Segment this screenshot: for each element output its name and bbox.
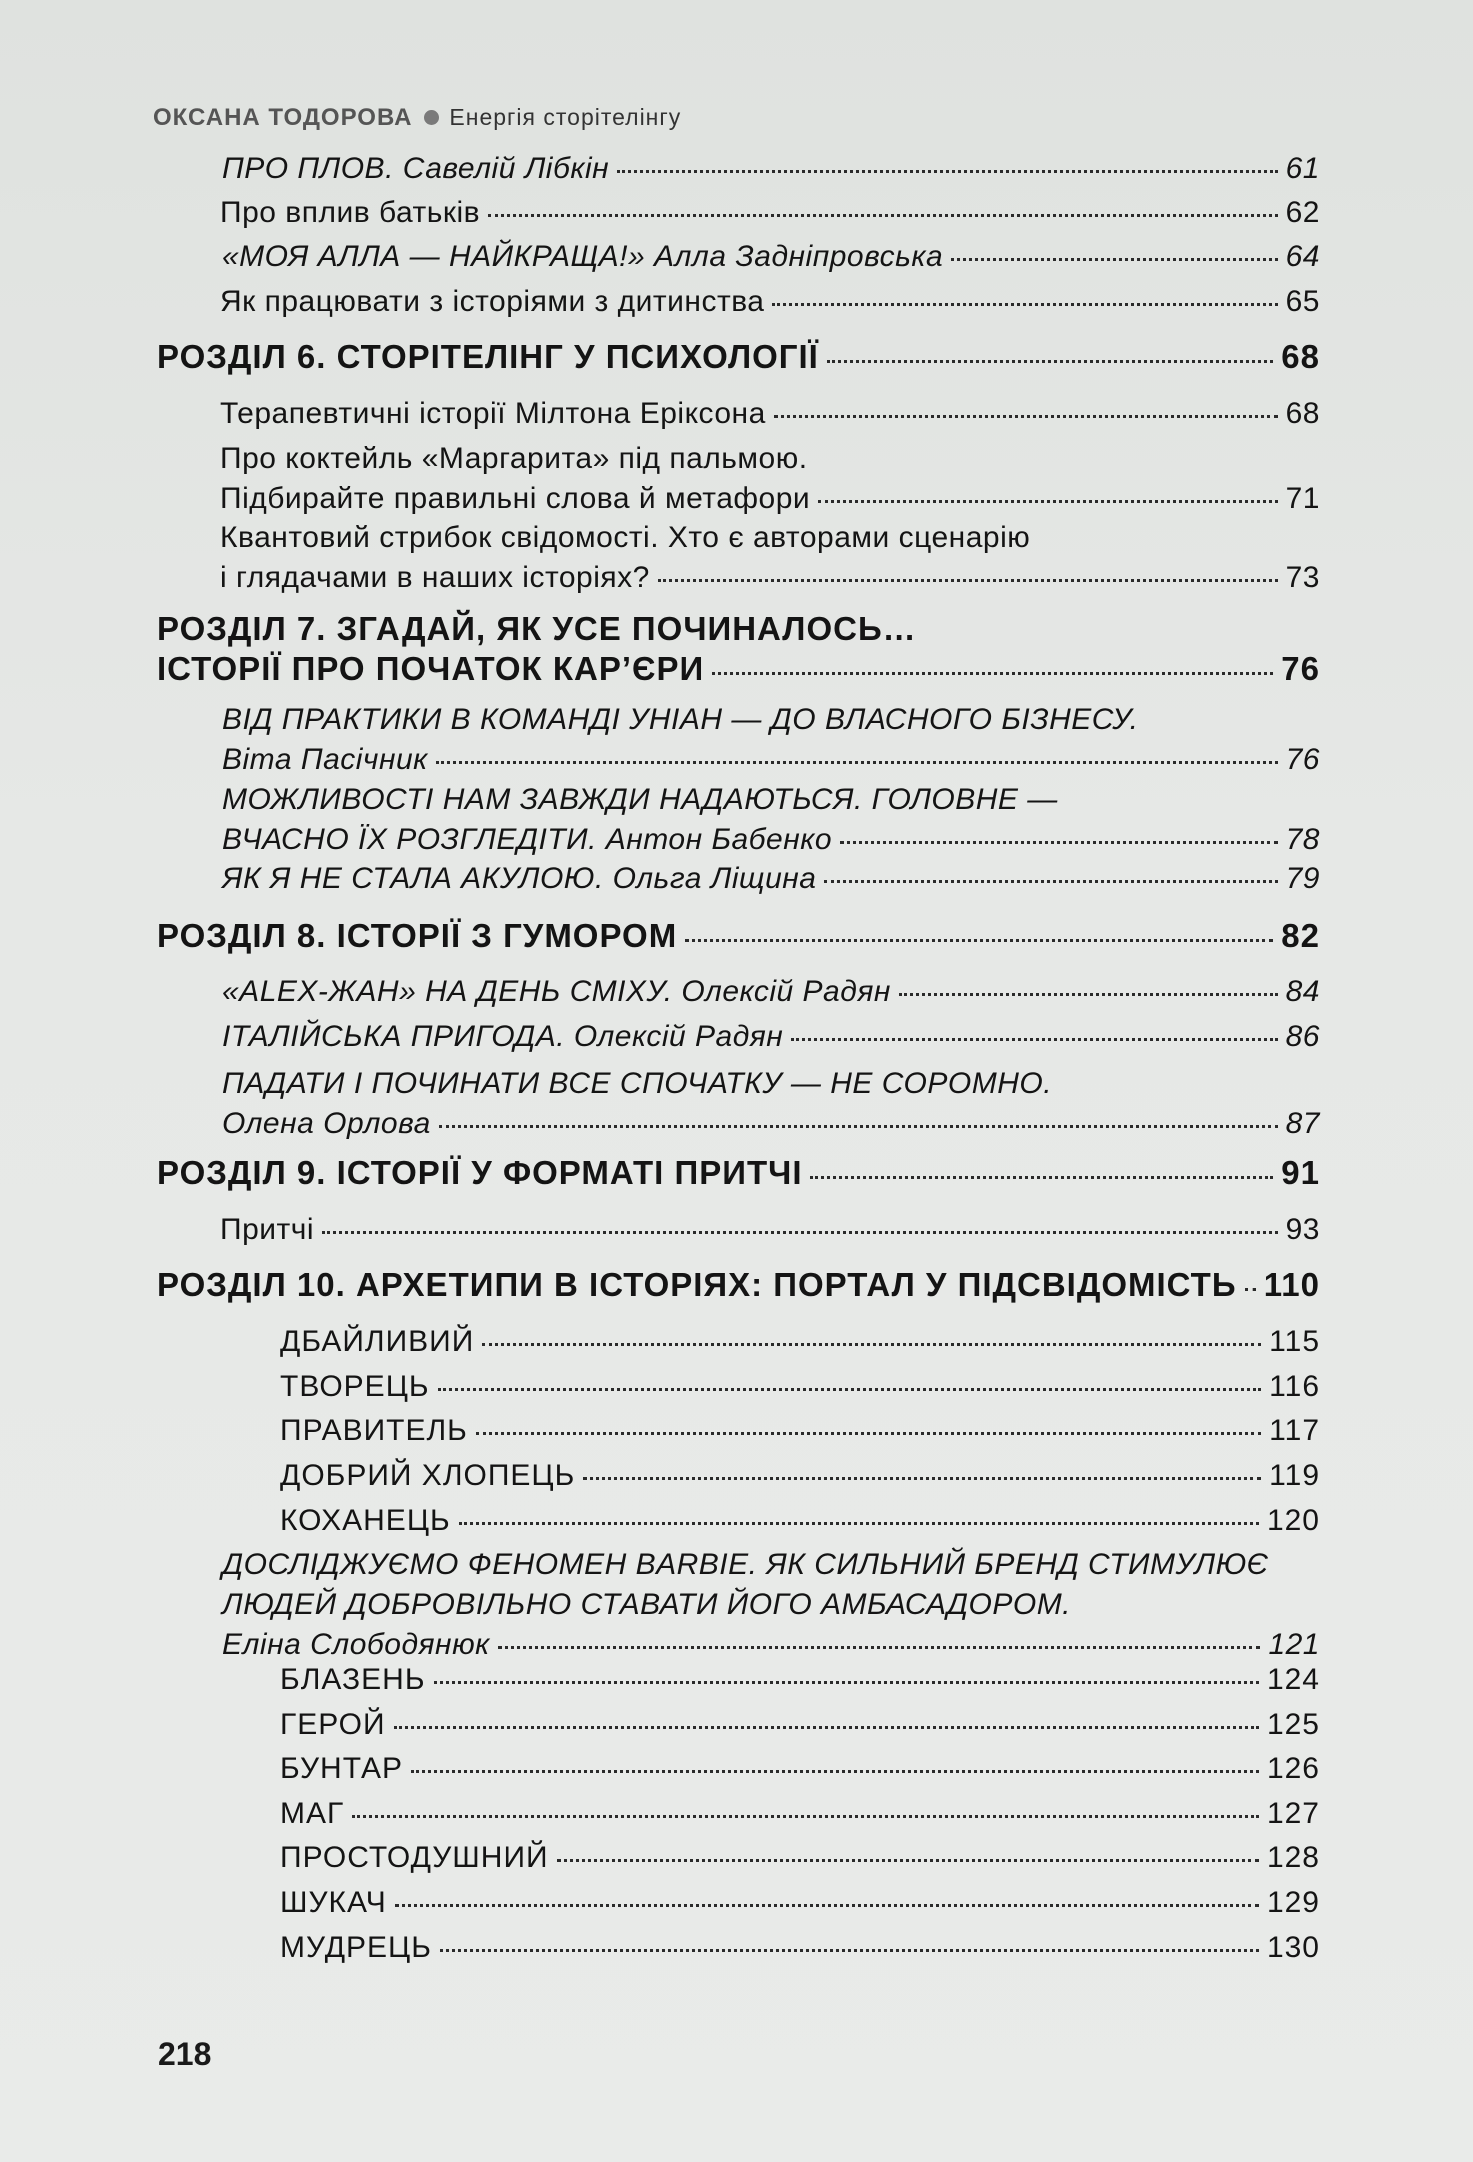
dot-leader [791,1038,1277,1041]
toc-page-number: 130 [1266,1931,1320,1964]
toc-chapter [157,1153,1320,1193]
toc-entry-text: Притчі [220,1213,315,1246]
dot-leader [810,1176,1273,1179]
toc-entry [220,282,1320,322]
toc-page-number: 119 [1269,1459,1320,1492]
toc-archetype-item [280,1367,1320,1407]
dot-leader [488,214,1278,217]
toc-page-number: 84 [1285,975,1320,1008]
toc-archetype-item [280,1411,1320,1451]
dot-leader [824,880,1277,883]
toc-page-number: 110 [1263,1266,1320,1303]
toc-entry-text: Терапевтичні історії Мілтона Еріксона [220,397,766,430]
toc-entry [222,237,1320,277]
toc-entry [220,394,1320,434]
dot-leader [840,841,1278,844]
toc-page-number: 121 [1268,1628,1320,1661]
dot-leader [818,500,1277,503]
toc-entry [220,193,1320,233]
toc-entry-text: ПРОСТОДУШНИЙ [280,1841,549,1874]
toc-entry-text: МУДРЕЦЬ [280,1931,432,1964]
toc-page-number: 117 [1269,1414,1320,1447]
dot-leader [557,1859,1259,1862]
dot-leader [498,1646,1261,1649]
toc-entry-text: ГЕРОЙ [280,1708,386,1741]
toc-page-number: 91 [1281,1154,1320,1191]
dot-leader [411,1770,1259,1773]
toc-entry-text: РОЗДІЛ 9. ІСТОРІЇ У ФОРМАТІ ПРИТЧІ [157,1154,803,1191]
dot-leader [434,1681,1259,1684]
toc-entry [220,1210,1320,1250]
dot-leader [827,360,1274,363]
toc-entry-text: РОЗДІЛ 6. СТОРІТЕЛІНГ У ПСИХОЛОГІЇ [157,338,819,375]
dot-leader [395,1904,1259,1907]
toc-archetype-item [280,1660,1320,1700]
toc-entry-text: РОЗДІЛ 8. ІСТОРІЇ З ГУМОРОМ [157,917,678,954]
toc-entry-text: ШУКАЧ [280,1886,387,1919]
toc-page-number: 64 [1285,240,1320,273]
toc-entry-text: «ALEX-ЖАН» НА ДЕНЬ СМІХУ. Олексій Радян [222,975,891,1008]
toc-entry [222,1064,1320,1144]
dot-leader [1245,1288,1256,1291]
toc-archetype-item [280,1705,1320,1745]
toc-page-number: 82 [1281,917,1320,954]
toc-page-number: 87 [1285,1107,1320,1140]
dot-leader [352,1815,1259,1818]
dot-leader [440,1949,1259,1952]
toc-page-number: 76 [1285,743,1320,776]
toc-page-number: 71 [1285,482,1320,515]
dot-leader [583,1477,1261,1480]
toc-page-number: 76 [1281,650,1320,687]
toc-entry-text: ТВОРЕЦЬ [280,1370,430,1403]
toc-chapter [157,1265,1320,1305]
toc-entry [222,780,1320,860]
toc-entry-text: Квантовий стрибок свідомості. Хто є авторами сценарію [220,521,1031,554]
toc-entry-text: ДБАЙЛИВИЙ [280,1325,475,1358]
toc-entry-text: Підбирайте правильні слова й метафори [220,482,811,515]
toc-page-number: 126 [1266,1752,1320,1785]
dot-leader [658,579,1278,582]
dot-leader [685,939,1273,942]
toc-chapter [157,337,1320,377]
toc-page-number: 68 [1281,338,1320,375]
dot-leader [394,1726,1259,1729]
dot-leader [439,1125,1278,1128]
toc-page-number: 116 [1269,1370,1320,1403]
toc-entry-text: КОХАНЕЦЬ [280,1504,451,1537]
dot-leader [438,1388,1262,1391]
dot-leader [322,1231,1278,1234]
toc-entry [222,1545,1320,1665]
toc-page-number: 68 [1285,397,1320,430]
page-number: 218 [158,2036,212,2072]
toc-page-number: 86 [1285,1020,1320,1053]
toc-chapter [157,916,1320,956]
toc-page-number: 61 [1285,152,1320,185]
toc-entry-text: МОЖЛИВОСТІ НАМ ЗАВЖДИ НАДАЮТЬСЯ. ГОЛОВНЕ — [222,783,1058,816]
toc-entry-text: РОЗДІЛ 7. ЗГАДАЙ, ЯК УСЕ ПОЧИНАЛОСЬ… [157,610,917,647]
toc-entry-text: Еліна Слободянюк [222,1628,490,1661]
dot-leader [482,1343,1261,1346]
toc-entry-text: ПРО ПЛОВ. Савелій Лібкін [222,152,610,185]
toc-archetype-item [280,1838,1320,1878]
toc-archetype-item [280,1794,1320,1834]
toc-entry-text: БЛАЗЕНЬ [280,1663,426,1696]
dot-leader [617,170,1277,173]
running-header [153,104,681,132]
toc-entry-text: Як працювати з історіями з дитинства [220,285,765,318]
toc-entry [222,859,1320,899]
toc-entry [222,972,1320,1012]
toc-entry-text: ПРАВИТЕЛЬ [280,1414,468,1447]
toc-page-number: 129 [1266,1886,1320,1919]
toc-archetype-item [280,1928,1320,1968]
dot-leader [712,672,1273,675]
toc-archetype-item [280,1322,1320,1362]
toc-entry-text: ІТАЛІЙСЬКА ПРИГОДА. Олексій Радян [222,1020,784,1053]
toc-entry-text: Олена Орлова [222,1107,431,1140]
dot-leader [899,993,1278,996]
toc-archetype-item [280,1501,1320,1541]
toc-entry [220,518,1320,598]
toc-entry-text: ВІД ПРАКТИКИ В КОМАНДІ УНІАН — ДО ВЛАСНОГО БІЗНЕСУ. [222,703,1139,736]
toc-page-number: 125 [1266,1708,1320,1741]
toc-page-number: 120 [1266,1504,1320,1537]
toc-entry-text: Про вплив батьків [220,196,481,229]
toc-entry-text: БУНТАР [280,1752,404,1785]
toc-page-number: 73 [1285,561,1320,594]
toc-entry-text: ВЧАСНО ЇХ РОЗГЛЕДІТИ. Антон Бабенко [222,823,833,856]
toc-archetype-item [280,1456,1320,1496]
toc-entry-text: ІСТОРІЇ ПРО ПОЧАТОК КАР’ЄРИ [157,650,705,687]
toc-archetype-item [280,1883,1320,1923]
toc-entry-text: Віта Пасічник [222,743,428,776]
toc-entry [220,439,1320,519]
toc-entry-text: ЯК Я НЕ СТАЛА АКУЛОЮ. Ольга Ліщина [222,862,817,895]
toc-entry-text: «МОЯ АЛЛА — НАЙКРАЩА!» Алла Задніпровська [222,240,944,273]
toc-entry-text: Про коктейль «Маргарита» під пальмою. [220,442,808,475]
toc-entry [222,700,1320,780]
toc-page-number: 127 [1266,1797,1320,1830]
toc-page-number: 93 [1285,1213,1320,1246]
toc-page-number: 62 [1285,196,1320,229]
toc-page-number: 79 [1285,862,1320,895]
dot-leader [476,1432,1261,1435]
toc-entry-text: ЛЮДЕЙ ДОБРОВІЛЬНО СТАВАТИ ЙОГО АМБАСАДОРОМ. [222,1588,1072,1621]
toc-entry [222,149,1320,189]
bullet-dot-icon [424,110,439,125]
toc-entry [222,1017,1320,1057]
dot-leader [436,761,1278,764]
dot-leader [772,303,1277,306]
header-book-title: Енергія сторітелінгу [449,104,682,130]
toc-entry-text: ДОБРИЙ ХЛОПЕЦЬ [280,1459,576,1492]
dot-leader [459,1522,1259,1525]
toc-page-number: 65 [1285,285,1320,318]
dot-leader [951,258,1277,261]
toc-entry-text: МАГ [280,1797,345,1830]
toc-entry-text: і глядачами в наших історіях? [220,561,650,594]
toc-page-number: 124 [1266,1663,1320,1696]
toc-entry-text: РОЗДІЛ 10. АРХЕТИПИ В ІСТОРІЯХ: ПОРТАЛ У ПІДСВІДОМІСТЬ [157,1266,1237,1303]
toc-entry-text: ПАДАТИ І ПОЧИНАТИ ВСЕ СПОЧАТКУ — НЕ СОРОМНО. [222,1067,1053,1100]
toc-chapter [157,609,1320,689]
header-author: ОКСАНА ТОДОРОВА [153,104,413,131]
toc-page-number: 128 [1266,1841,1320,1874]
toc-entry-text: ДОСЛІДЖУЄМО ФЕНОМЕН BARBIE. ЯК СИЛЬНИЙ БРЕНД СТИМУЛЮЄ [222,1548,1269,1581]
toc-archetype-item [280,1749,1320,1789]
toc-page-number: 115 [1269,1325,1320,1358]
toc-page-number: 78 [1285,823,1320,856]
dot-leader [774,415,1278,418]
